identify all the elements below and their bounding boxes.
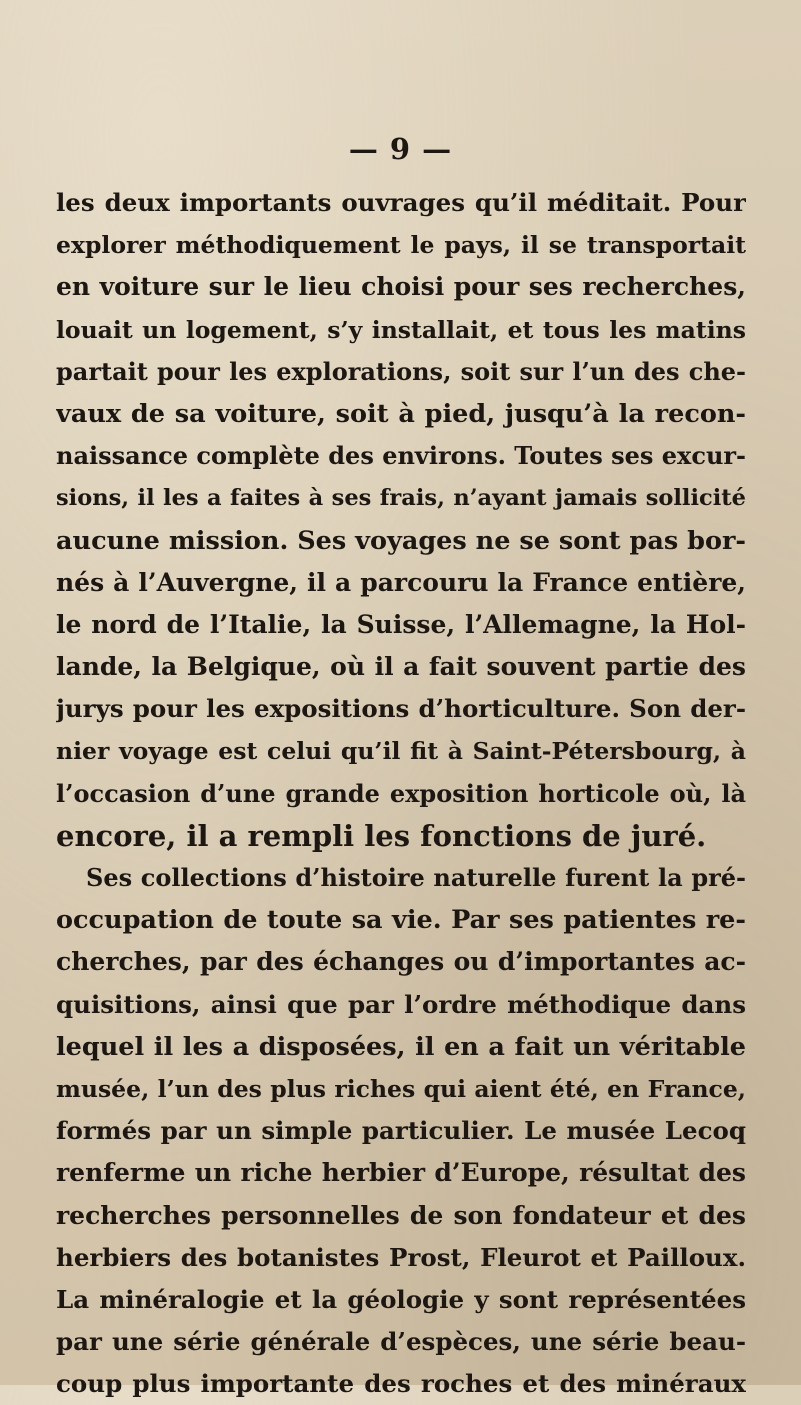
text-line: quisitions, ainsi que par l’ordre méthodique dans <box>56 989 746 1019</box>
text-line: sions, il les a faites à ses frais, n’ayant jamais sollicité <box>56 485 746 512</box>
text-line: jurys pour les expositions d’horticulture. Son der- <box>56 694 746 724</box>
text-line: formés par un simple particulier. Le musée Lecoq <box>56 1116 746 1146</box>
text-line: explorer méthodiquement le pays, il se transportait <box>56 231 746 260</box>
text-line: renferme un riche herbier d’Europe, résultat des <box>56 1158 746 1188</box>
text-line: recherches personnelles de son fondateur et des <box>56 1200 746 1230</box>
paragraph-start-line: Ses collections d’histoire naturelle furent la pré- <box>86 863 746 892</box>
text-line: coup plus importante des roches et des minéraux <box>56 1369 746 1399</box>
text-line: par une série générale d’espèces, une série beau- <box>56 1327 746 1357</box>
body-text <box>56 182 746 1405</box>
text-line: aucune mission. Ses voyages ne se sont pas bor- <box>56 525 746 556</box>
text-line: musée, l’un des plus riches qui aient été, en France, <box>56 1074 746 1103</box>
text-line: partait pour les explorations, soit sur l’un des che- <box>56 356 746 386</box>
text-line: lande, la Belgique, où il a fait souvent partie des <box>56 652 746 682</box>
text-line: louait un logement, s’y installait, et tous les matins <box>56 315 746 344</box>
text-line: le nord de l’Italie, la Suisse, l’Allemagne, la Hol- <box>56 609 746 639</box>
page-number: — 9 — <box>348 132 453 166</box>
text-line: vaux de sa voiture, soit à pied, jusqu’à la recon- <box>56 398 746 429</box>
text-line: nés à l’Auvergne, il a parcouru la France entière, <box>56 567 746 597</box>
text-line: cherches, par des échanges ou d’importantes ac- <box>56 947 746 977</box>
text-line: occupation de toute sa vie. Par ses patientes re- <box>56 905 746 936</box>
text-line: La minéralogie et la géologie y sont représentées <box>56 1284 746 1314</box>
text-line: lequel il les a disposées, il en a fait un véritable <box>56 1031 746 1062</box>
text-line: naissance complète des environs. Toutes ses excur- <box>56 441 746 471</box>
paragraph-end-line: encore, il a rempli les fonctions de juré. <box>56 818 707 853</box>
text-line: l’occasion d’une grande exposition horticole où, là <box>56 778 746 808</box>
text-line: les deux importants ouvrages qu’il méditait. Pour <box>56 188 746 217</box>
text-line: en voiture sur le lieu choisi pour ses recherches, <box>56 272 746 302</box>
text-line: nier voyage est celui qu’il fit à Saint-Pétersbourg, à <box>56 737 746 766</box>
text-line: herbiers des botanistes Prost, Fleurot et Pailloux. <box>56 1242 746 1272</box>
